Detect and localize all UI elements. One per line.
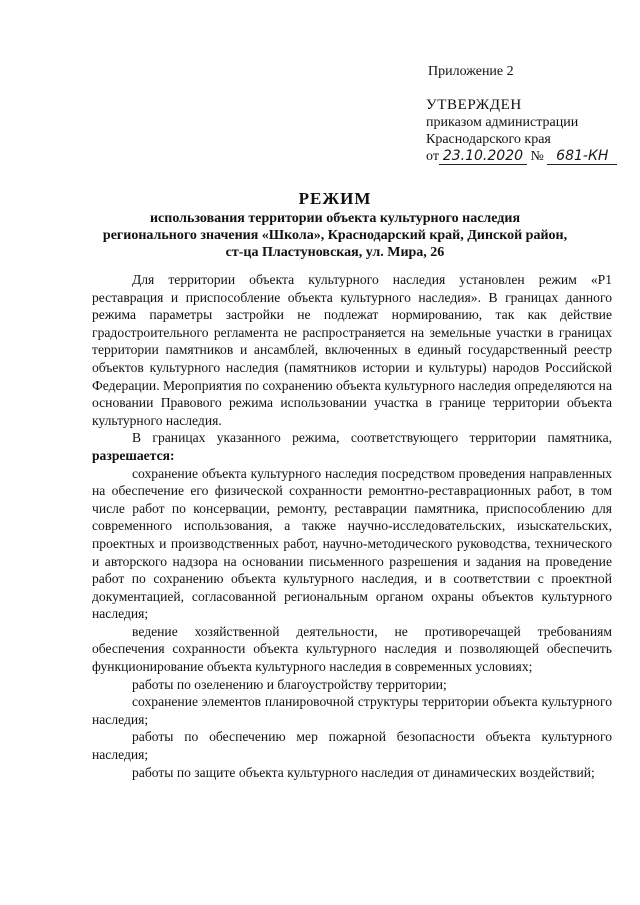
list-item: сохранение элементов планировочной структуры территории объекта культурного наследия; <box>92 694 612 727</box>
body-text <box>92 271 612 781</box>
heading-line-2: регионального значения «Школа», Краснодарский край, Динской район, <box>102 228 568 243</box>
allowed-intro: В границах указанного режима, соответствующего территории памятника, <box>132 430 612 446</box>
list-item: ведение хозяйственной деятельности, не противоречащей требованиям обеспечения сохранности объекта культурного наследия и позволяющей обеспечить функционирование объекта культурного наследия в современных условиях; <box>92 623 612 675</box>
list-item: работы по обеспечению мер пожарной безопасности объекта культурного наследия; <box>92 729 612 763</box>
list-item: работы по озеленению и благоустройству территории; <box>132 676 447 692</box>
approval-title: УТВЕРЖДЕН <box>426 97 522 113</box>
order-from-label: от <box>426 149 439 164</box>
allowed-word: разрешается: <box>92 447 175 463</box>
appendix-label: Приложение 2 <box>428 64 514 79</box>
heading-line-3: ст-ца Пластуновская, ул. Мира, 26 <box>225 245 445 260</box>
allowed-paragraph <box>92 429 612 464</box>
order-number: 681-КН <box>547 149 617 165</box>
order-date: 23.10.2020 <box>439 149 527 165</box>
list-item: работы по защите объекта культурного наследия от динамических воздействий; <box>132 764 595 780</box>
list-item: сохранение объекта культурного наследия посредством проведения направленных на обеспечение его физической сохранности ремонтно-реставрационных работ, в том числе работ по консервации, ремонту, реставрации памятника, приспособлению для современного использования, а также научно-исследовательских, изыскательских, проектных и производственных работ, научно-методического руководства, технического и авторского надзора на основании письменного разрешения и задания на проведение работ по сохранению объекта культурного наследия, и в соответствии с проектной документацией, согласованной региональным органом охраны объектов культурного наследия; <box>92 465 612 622</box>
regime-title: РЕЖИМ <box>298 189 372 208</box>
order-line <box>426 148 626 165</box>
heading-line-1: использования территории объекта культурного наследия <box>149 211 521 226</box>
intro-paragraph: Для территории объекта культурного наследия установлен режим «Р1 реставрация и приспособление объекта культурного наследия». В границах данного режима параметры застройки не подлежат нормированию, так как действие градостроительного регламента не распространяется на земельные участки в границах территории памятников и ансамблей, включенных в единый государственный реестр объектов культурного наследия (памятников истории и культуры) народов Российской Федерации. Мероприятия по сохранению объекта культурного наследия определяются на основании Правового режима использовании участка в границе территории объекта культурного наследия. <box>92 272 612 428</box>
approval-block <box>426 97 626 165</box>
approval-line-2: Краснодарского края <box>426 132 551 147</box>
order-number-sign: № <box>530 149 544 164</box>
regime-heading <box>90 190 580 261</box>
approval-line-1: приказом администрации <box>426 115 579 130</box>
